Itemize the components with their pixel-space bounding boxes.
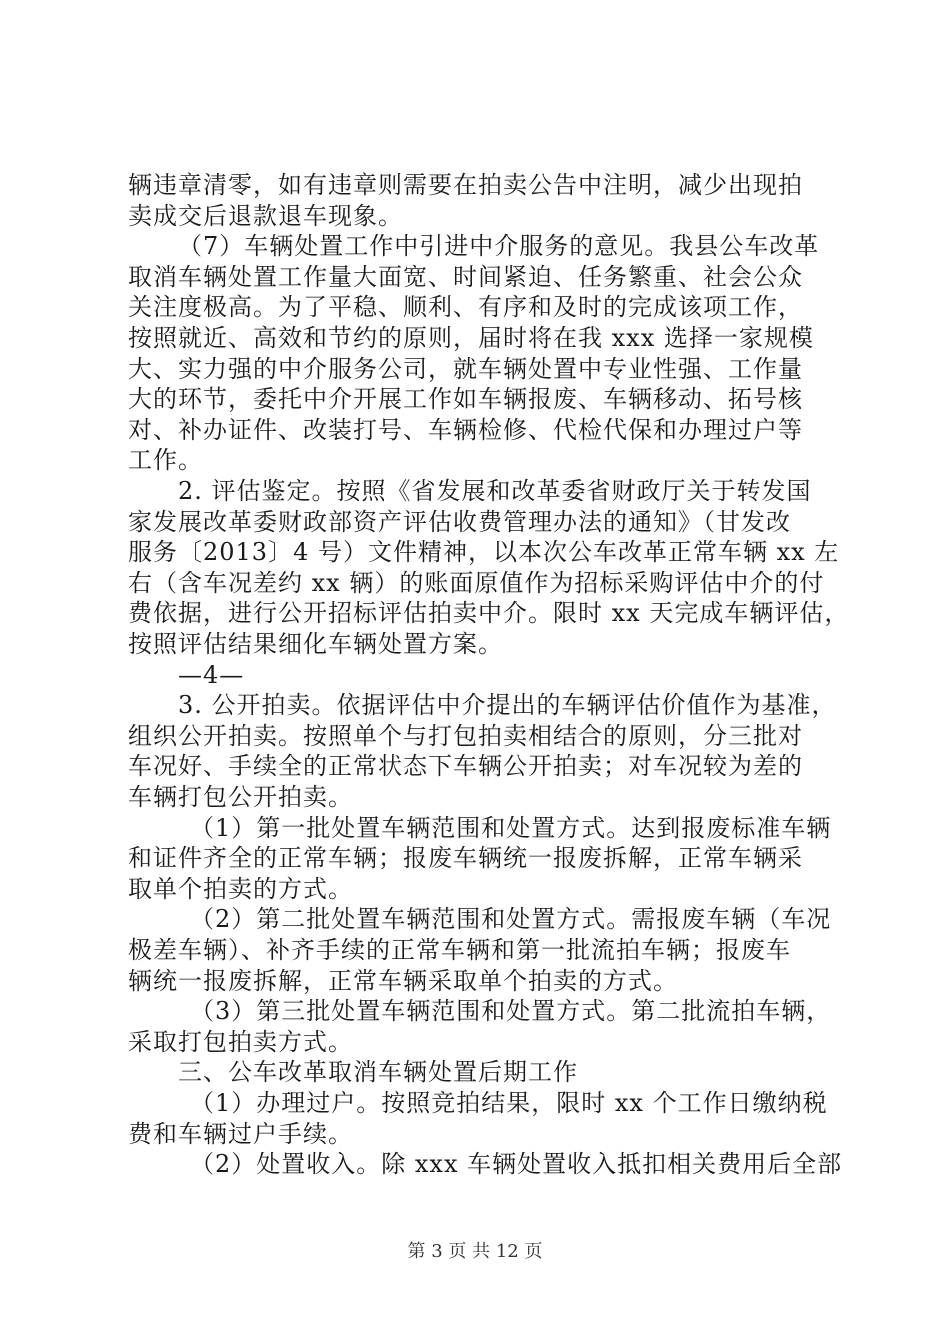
text-line: （1）第一批处置车辆范围和处置方式。达到报废标准车辆 [190, 813, 832, 842]
text-line: 组织公开拍卖。按照单个与打包拍卖相结合的原则，分三批对 [128, 721, 803, 750]
text-line: 取单个拍卖的方式。 [128, 874, 353, 903]
text-line: 采取打包拍卖方式。 [128, 1027, 353, 1056]
text-line: 对、补办证件、改装打号、车辆检修、代检代保和办理过户等 [128, 415, 803, 444]
text-line: 右（含车况差约 xx 辆）的账面原值作为招标采购评估中介的付 [128, 568, 825, 597]
text-line: 车辆打包公开拍卖。 [128, 783, 353, 811]
text-line: （7）车辆处置工作中引进中介服务的意见。我县公车改革 [178, 232, 820, 261]
text-line: 和证件齐全的正常车辆；报废车辆统一报废拆解，正常车辆采 [128, 844, 803, 873]
text-line: 大、实力强的中介服务公司，就车辆处置中专业性强、工作量 [128, 354, 803, 383]
text-line: 辆违章清零，如有违章则需要在拍卖公告中注明，减少出现拍 [128, 171, 803, 199]
text-line: （1）办理过户。按照竞拍结果，限时 xx 个工作日缴纳税 [190, 1089, 828, 1117]
text-line: 卖成交后退款退车现象。 [128, 201, 403, 230]
section-heading: 三、公车改革取消车辆处置后期工作 [178, 1058, 578, 1087]
text-line: 车况好、手续全的正常状态下车辆公开拍卖；对车况较为差的 [128, 752, 803, 781]
text-line: 工作。 [128, 446, 203, 475]
text-line: 关注度极高。为了平稳、顺利、有序和及时的完成该项工作， [128, 293, 803, 322]
text-line: （2）第二批处置车辆范围和处置方式。需报废车辆（车况 [190, 905, 832, 934]
text-line: 费依据，进行公开招标评估拍卖中介。限时 xx 天完成车辆评估， [128, 599, 850, 628]
text-line: 费和车辆过户手续。 [128, 1119, 353, 1148]
text-line: 辆统一报废拆解，正常车辆采取单个拍卖的方式。 [128, 966, 678, 995]
text-line: 2. 评估鉴定。按照《省发展和改革委省财政厅关于转发国 [178, 477, 812, 505]
text-line: 服务〔2013〕4 号）文件精神，以本次公车改革正常车辆 xx 左 [128, 538, 840, 567]
text-line: （2）处置收入。除 xxx 车辆处置收入抵扣相关费用后全部 [190, 1150, 843, 1179]
text-line: 按照就近、高效和节约的原则，届时将在我 xxx 选择一家规模 [128, 324, 814, 352]
text-line: 家发展改革委财政部资产评估收费管理办法的通知》（甘发改 [128, 507, 791, 536]
text-line: 按照评估结果细化车辆处置方案。 [128, 630, 503, 658]
text-line: （3）第三批处置车辆范围和处置方式。第二批流拍车辆， [190, 997, 832, 1026]
text-line: 极差车辆）、补齐手续的正常车辆和第一批流拍车辆；报废车 [128, 936, 791, 964]
text-line: 大的环节，委托中介开展工作如车辆报废、车辆移动、拓号核 [128, 385, 803, 414]
text-line: 取消车辆处置工作量大面宽、时间紧迫、任务繁重、社会公众 [128, 262, 803, 291]
page-number-marker: —4— [178, 660, 245, 689]
page-footer: 第 3 页 共 12 页 [407, 1241, 543, 1262]
text-line: 3. 公开拍卖。依据评估中介提出的车辆评估价值作为基准， [178, 691, 837, 720]
